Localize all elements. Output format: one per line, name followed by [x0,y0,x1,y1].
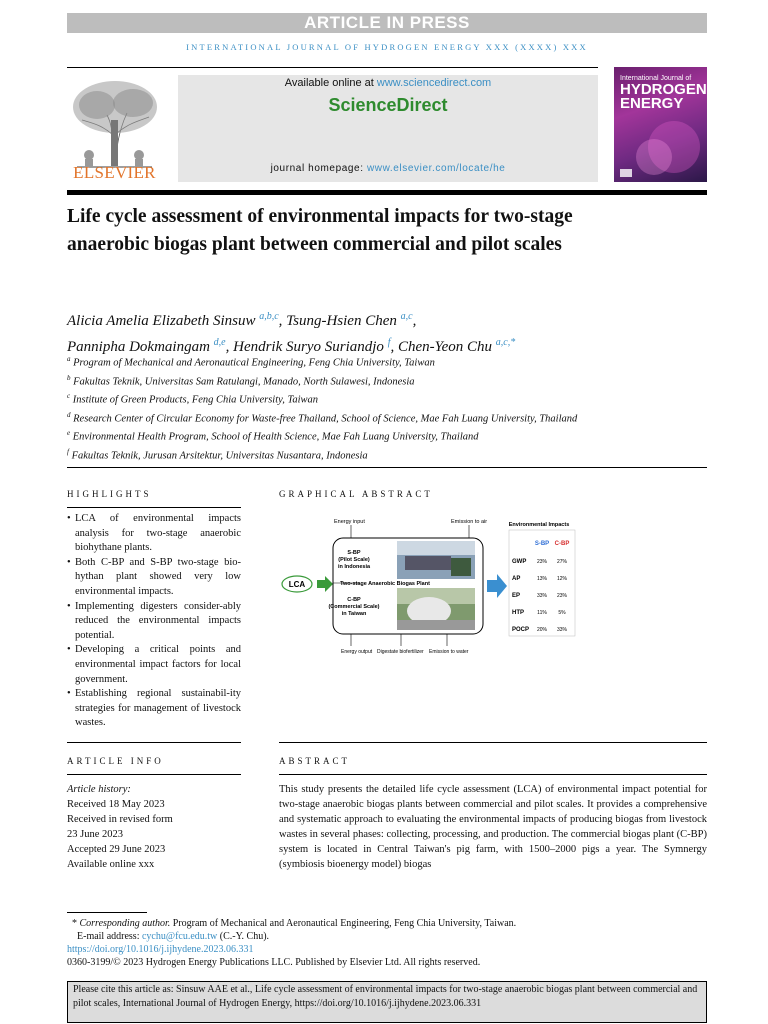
journal-cover-image[interactable] [614,67,707,182]
sbp-line2: (Pilot Scale) [338,557,370,563]
graphical-abstract-heading: GRAPHICAL ABSTRACT [279,489,433,499]
graphical-abstract-figure[interactable] [279,512,585,657]
copyright-line: 0360-3199/© 2023 Hydrogen Energy Publications LLC. Published by Elsevier Ltd. All rights reserved. [67,957,481,968]
emission-air-label: Emission to air [451,519,488,525]
cbp-line2: (Commercial Scale) [328,604,380,610]
impact-sbp-value: 23% [536,559,548,565]
author[interactable] [67,313,286,329]
cbp-line3: in Taiwan [341,611,367,617]
article-info-divider [67,774,241,775]
impacts-col-sbp: S-BP [534,541,550,547]
article-info-heading: ARTICLE INFO [67,756,164,766]
impact-label: AP [512,576,521,582]
abstract-divider [279,774,707,775]
email-label: E-mail address: [77,931,142,942]
highlight-item: • LCA of environmental impacts analysis for two-stage anaerobic biohythane plants. [67,512,241,556]
author-affil-marks[interactable]: a,c,* [495,337,516,348]
article-title: Life cycle assessment of environmental impacts for two-stage anaerobic biogas plant between commercial and pilot scales [67,206,573,255]
author[interactable] [286,313,416,329]
highlights-divider [67,507,241,508]
corresponding-label: Corresponding author. [79,918,171,929]
affiliation [67,389,707,408]
highlight-item: • Both C-BP and S-BP two-stage bio-hythan plant showed very low environmental impacts. [67,556,241,600]
affiliation [67,408,707,427]
lca-arrow-icon [317,576,333,592]
impacts-col-cbp: C-BP [554,541,570,547]
elsevier-logo [67,75,162,185]
sciencedirect-brand: ScienceDirect [328,95,448,115]
affiliation-text: Fakultas Teknik, Universitas Sam Ratulangi, Manado, North Sulawesi, Indonesia [73,376,415,387]
sbp-photo-trees [451,558,471,576]
cover-subtitle: International Journal of [620,75,692,82]
energy-input-label: Energy input [334,519,365,525]
affiliation [67,352,707,371]
author-affil-marks[interactable]: a,c [400,311,413,322]
corresponding-text: Program of Mechanical and Aeronautical Engineering, Feng Chia University, Taiwan. [170,918,517,929]
article-history [67,782,241,872]
history-line: Available online xxx [67,859,155,870]
affiliation [67,426,707,445]
impacts-row [512,610,566,616]
author-name: Pannipha Dokmaingam [67,339,210,355]
author-separator: , [225,339,234,355]
highlights-heading: HIGHLIGHTS [67,489,152,499]
impacts-row [512,576,568,582]
cover-artwork-icon [614,107,707,182]
abstract-top-divider [279,742,707,743]
history-line: 23 June 2023 [67,829,123,840]
highlights-list [67,512,241,731]
energy-output-label: Energy output [341,649,373,655]
affiliation-key: a [67,355,71,363]
footnotes [67,917,707,969]
history-line: Received in revised form [67,814,173,825]
author-affil-marks[interactable]: d,e [213,337,226,348]
affiliation-key: f [67,447,69,456]
available-online-line [178,77,598,89]
affiliation-text: Environmental Health Program, School of Health Science, Mae Fah Luang University, Thailand [72,431,479,443]
impact-sbp-value: 33% [536,593,548,599]
impact-label: EP [512,593,521,599]
history-line: Received 18 May 2023 [67,799,165,810]
sbp-photo-shed [405,556,451,570]
article-info-top-divider [67,742,241,743]
impacts-row [512,559,568,565]
impact-sbp-value: 11% [537,610,547,616]
available-online-label: Available online at [284,77,377,89]
author-separator: , [278,313,287,329]
author-name: Alicia Amelia Elizabeth Sinsuw [67,313,256,329]
affiliation-text: Program of Mechanical and Aeronautical Engineering, Feng Chia University, Taiwan [73,357,435,369]
lca-label: LCA [288,580,306,589]
citation-text: Please cite this article as: Sinsuw AAE et al., Life cycle assessment of environmental impacts for two-stage anaerobic biogas plant between commercial and pilot scales, International Journal of Hydrogen Energy, https://doi.org/10.1016/j.ijhydene.2023.06.331 [73,984,698,1009]
elsevier-logo-text: ELSEVIER [73,163,156,182]
corresponding-author-note [67,917,707,930]
affiliation-key: e [67,429,71,437]
author-name: Hendrik Suryo Suriandjo [233,339,384,355]
abstract-heading: ABSTRACT [279,756,351,766]
footnote-divider [67,912,147,913]
sbp-line3: in Indonesia [337,564,371,570]
email-link[interactable]: cychu@fcu.edu.tw [141,931,218,942]
plant-label: Two-stage Anaerobic Biogas Plant [340,581,430,587]
affiliation [67,445,707,464]
sbp-photo-sky [397,541,475,555]
corresponding-star: * [72,918,77,929]
impacts-arrow-icon [487,574,507,598]
affiliation [67,371,707,390]
impact-cbp-value: 12% [556,576,568,582]
sciencedirect-link[interactable]: www.sciencedirect.com [376,77,492,89]
highlight-item: • Implementing digesters consider-ably reduced the environmental impacts potential. [67,600,241,644]
affiliation-text: Fakultas Teknik, Jurusan Arsitektur, Universitas Nusantara, Indonesia [71,450,368,461]
author-affil-marks[interactable]: a,b,c [259,311,279,322]
affiliation-list [67,352,707,463]
email-note [67,930,707,943]
journal-homepage-link[interactable]: www.elsevier.com/locate/he [366,163,506,174]
digestate-label: Digestate biofertilizer [377,649,424,655]
affiliation-text: Institute of Green Products, Feng Chia University, Taiwan [72,394,319,406]
emission-water-label: Emission to water [429,649,469,655]
author-separator: , [390,339,398,355]
impact-cbp-value: 33% [556,627,568,633]
affiliation-key: b [67,373,71,382]
author-affil-marks[interactable]: f [387,337,391,348]
impacts-row [512,627,568,633]
impact-label: HTP [512,610,524,616]
homepage-label: journal homepage: [270,163,367,174]
affiliation-key: d [67,410,71,419]
highlight-item: • Establishing regional sustainabil-ity strategies for management of livestock wastes. [67,687,241,731]
impact-cbp-value: 27% [556,559,568,565]
top-divider [67,67,598,68]
article-history-label: Article history: [67,784,131,795]
affiliation-divider [67,467,707,468]
email-suffix: (C.-Y. Chu). [217,931,270,942]
header-thick-rule [67,190,707,195]
article-in-press-banner: ARTICLE IN PRESS [67,13,707,33]
impacts-title: Environmental Impacts [508,522,570,528]
highlight-item: • Developing a critical points and environmental impact factors for local government. [67,643,241,687]
cbp-photo-ground [397,620,475,630]
abstract-text: This study presents the detailed life cycle assessment (LCA) of environmental impact potential for two-stage anaerobic biogas plants between commercial and pilot scales. It provides a comprehensive and systematic approach to evaluating the environmental impacts of producing biogas from livestock wastes in several phases: collecting, processing, and production. The commercial biogas plant (C-BP) system is located in Central Taiwan's pig farm, with 1500–2000 pigs a year. The Symnergy (symbiosis bioenergy model) biogas [279,784,707,870]
journal-running-head: INTERNATIONAL JOURNAL OF HYDROGEN ENERGY XXX (XXXX) XXX [186,42,588,52]
journal-homepage-line [178,163,598,174]
doi-link[interactable]: https://doi.org/10.1016/j.ijhydene.2023.06.331 [67,944,254,955]
impact-cbp-value: 23% [556,593,568,599]
impact-label: POCP [512,627,530,633]
impact-label: GWP [512,559,527,565]
author-name: Chen-Yeon Chu [397,339,493,355]
sbp-line1: S-BP [347,550,361,556]
graphical-abstract-svg [279,512,585,657]
affiliation-text: Research Center of Circular Economy for Waste-free Thailand, School of Science, Mae Fah Luang University, Thailand [73,413,578,424]
author-name: Tsung-Hsien Chen [286,313,397,329]
cover-title-line2: ENERGY [620,95,684,112]
impact-cbp-value: 5% [558,610,566,616]
cover-title-line1: HYDROGEN [620,81,707,98]
history-line: Accepted 29 June 2023 [67,844,166,855]
author-list [67,306,707,358]
affiliation-key: c [67,392,71,400]
impact-sbp-value: 13% [536,576,548,582]
author-separator: , [412,313,417,329]
impact-sbp-value: 20% [536,627,548,633]
cbp-line1: C-BP [347,597,361,603]
